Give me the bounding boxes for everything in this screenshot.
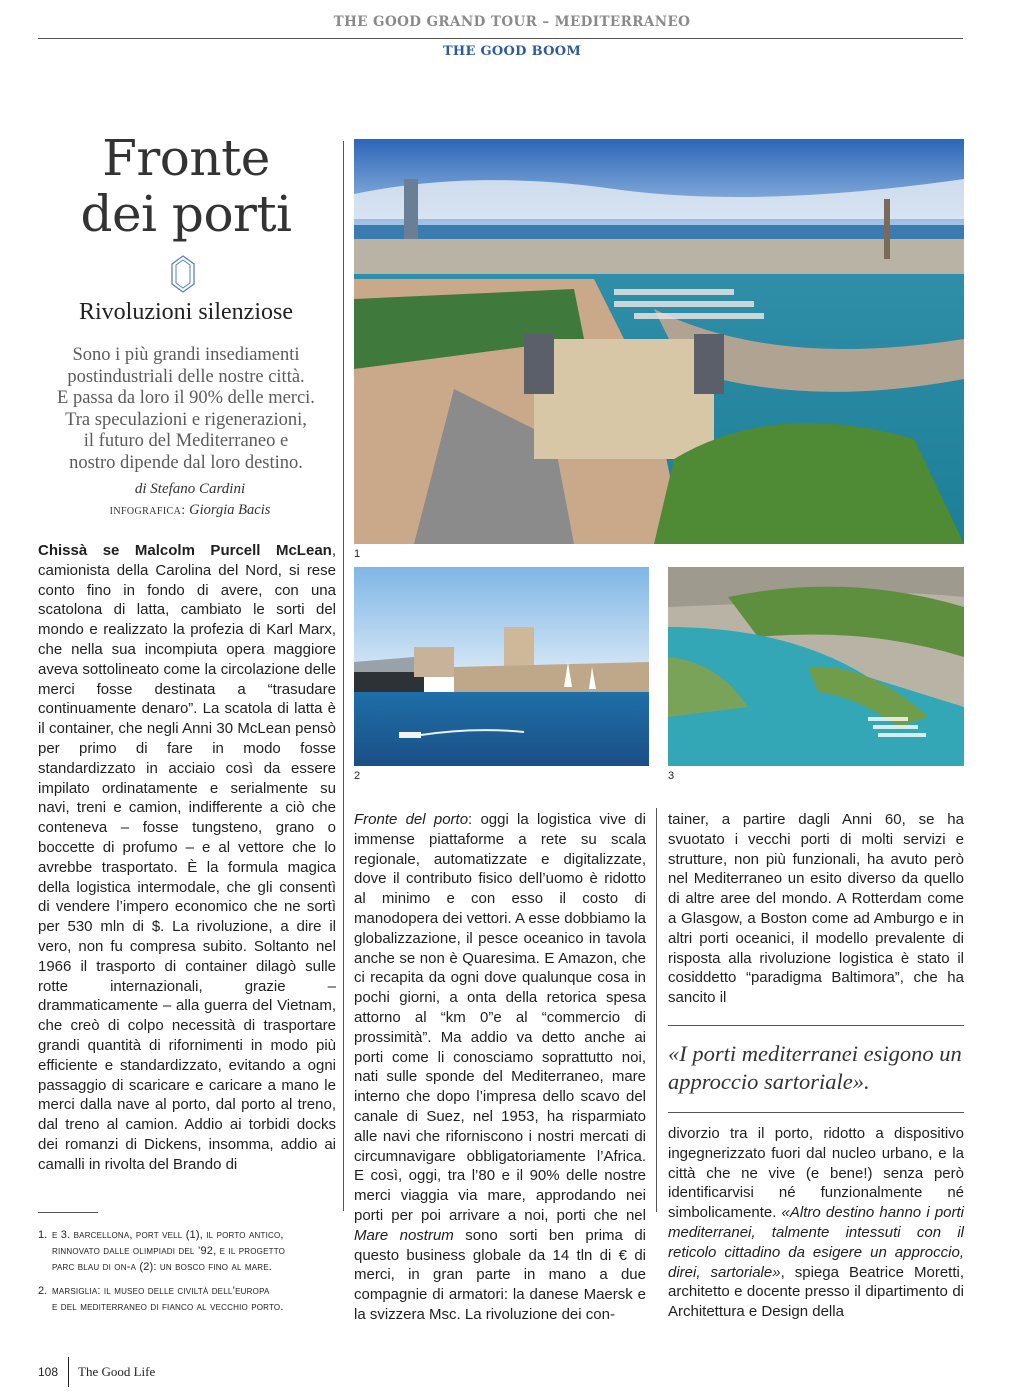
footnote-text: rinnovato dalle olimpiadi del ’92, e il progetto bbox=[52, 1245, 286, 1257]
intro-line: il futuro del Mediterraneo e bbox=[83, 431, 289, 451]
latin-phrase: Mare nostrum bbox=[354, 1226, 454, 1244]
footnote-2 bbox=[38, 1283, 338, 1315]
page-number: 108 bbox=[38, 1365, 59, 1379]
hexagon-ornament-icon bbox=[170, 254, 196, 294]
body-text: sono sorti ben prima di questo business globale da 14 tln di € di merci, in gran parte in mano a due compagnie di armatori: la danese Maersk e la svizzera Msc. La rivoluzione dei con- bbox=[354, 1226, 646, 1323]
photo-caption-number: 3 bbox=[668, 770, 675, 782]
photo-parc-blau-render bbox=[668, 567, 964, 766]
column-divider bbox=[656, 808, 657, 1212]
infographic-credit bbox=[40, 502, 340, 519]
subsection-header: THE GOOD BOOM bbox=[442, 44, 582, 59]
body-text: divorzio tra il porto, ridotto a dispositivo ingegnerizzato fuori dal nucleo urbano, e la città che ne vive (e bene!) senza però identificarvisi né funzionalmente né simbolicamente. bbox=[668, 1125, 964, 1222]
intro-line: nostro dipende dal loro destino. bbox=[69, 452, 303, 473]
pullquote-rule-top bbox=[668, 1025, 964, 1026]
pullquote: «I porti mediterranei esigono un approccio sartoriale». bbox=[668, 1041, 962, 1094]
photo-caption-number: 1 bbox=[354, 548, 361, 560]
pullquote-rule-bottom bbox=[668, 1112, 964, 1113]
folio-divider bbox=[68, 1357, 69, 1387]
footnote-number: 1. bbox=[38, 1229, 48, 1241]
photo-barcelona-port-vell bbox=[354, 139, 964, 544]
quotation: «Altro destino hanno i porti mediterranei, talmente intessuti con il reticolo cittadino da esigere un approccio, direi, sartoriale» bbox=[668, 1204, 964, 1281]
header-rule bbox=[38, 38, 963, 39]
title-line-2: dei porti bbox=[80, 185, 292, 243]
footnote-text: e 3. barcellona, port vell (1), il porto antico, bbox=[52, 1229, 284, 1241]
article-subtitle: Rivoluzioni silenziose bbox=[79, 299, 293, 325]
intro-line: E passa da loro il 90% delle merci. bbox=[57, 388, 315, 408]
infographic-label: infografica: bbox=[109, 503, 186, 518]
film-title: Fronte del porto bbox=[354, 811, 469, 828]
body-column-1 bbox=[38, 541, 336, 1175]
footnote-text: e del mediterraneo di fianco al vecchio porto. bbox=[52, 1301, 284, 1313]
title-line-1: Fronte bbox=[102, 129, 270, 187]
magazine-name: The Good Life bbox=[78, 1364, 156, 1379]
photo-marseille-mucem bbox=[354, 567, 649, 766]
body-text: : oggi la logistica vive di immense piattaforme a rete su scala regionale, automatizzate e digitalizzate, dove il contributo fisico dell’uomo è ridotto al minimo e con esso il costo di manodopera dei vettori. A esse dobbiamo la globalizzazione, il pesce oceanico in tavola anche se non è Quaresima. E Amazon, che ci recapita da ogni dove qualunque cosa in pochi giorni, a onta della retorica spesa attorno al “km 0”e al “commercio di prossimità”. Ma addio va detto anche ai porti come li conosciamo soprattutto noi, nati sulle sponde del Mediterraneo, mare interno che dopo l’impresa dello scavo del canale di Suez, nel 1953, ha risparmiato alle navi che riforniscono i nostri mercati di circumnavigare obbligatoriamente l’Africa. E così, oggi, tra l’80 e il 90% delle nostre merci viaggia via mare, approdando nei porti per poi arrivare a noi, porti che nel bbox=[354, 811, 646, 1224]
photo-caption-number: 2 bbox=[354, 770, 361, 782]
author-byline: di Stefano Cardini bbox=[134, 481, 246, 497]
lead-in: Chissà se Malcolm Purcell McLean bbox=[38, 542, 332, 559]
body-text: , spiega Beatrice Moretti, architetto e docente presso il dipartimento di Architettura e Design della bbox=[668, 1263, 964, 1321]
body-column-3-bottom bbox=[668, 1124, 964, 1322]
footnote-rule bbox=[38, 1212, 98, 1213]
footnote-1 bbox=[38, 1227, 338, 1275]
footnote-number: 2. bbox=[38, 1285, 48, 1297]
intro-line: Tra speculazioni e rigenerazioni, bbox=[65, 409, 307, 430]
body-column-2 bbox=[354, 810, 646, 1325]
column-divider bbox=[343, 141, 344, 1211]
infographic-name: Giorgia Bacis bbox=[189, 502, 271, 518]
article-title bbox=[40, 130, 332, 242]
intro-line: Sono i più grandi insediamenti bbox=[72, 345, 300, 365]
intro-line: postindustriali delle nostre città. bbox=[67, 366, 305, 387]
article-intro bbox=[44, 345, 328, 474]
body-text: , camionista della Carolina del Nord, si rese conto fino in fondo di avere, con una scatolona di latta, cambiato le sorti del mondo e realizzato la profezia di Karl Marx, che nella sua incompiuta opera maggiore aveva sottolineato come la circolazione delle merci fosse destinata a “trasudare continuamente denaro”. La scatola di latta è il container, che negli Anni 30 McLean pensò per primo di fare in modo fosse standardizzato in acciaio così da essere impilato ordinatamente e serialmente su navi, treni e camion, indifferente a ciò che conteneva – fosse tungsteno, grano o boccette di profumo – e al vettore che lo avrebbe trasportato. È la formula magica della logistica intermodale, che gli consentì di vendere l’impero economico che ne sortì per 530 mln di $. La rivoluzione, a dire il vero, non fu compresa subito. Soltanto nel 1966 il trasporto di container dilagò sulle rotte internazionali, grazie – drammaticamente – alla guerra del Vietnam, che creò di colpo necessità di trasportare grandi quantità di rifornimenti in modo più efficiente e standardizzato, evitando a ogni passaggio di scaricare e caricare a mano le merci dalla nave al porto, dal porto al treno, dal treno al camion. Addio ai torbidi docks dei romanzi di Dickens, insomma, addio ai camalli in rivolta del Brando di bbox=[38, 542, 336, 1173]
section-header: THE GOOD GRAND TOUR – MEDITERRANEO bbox=[333, 14, 691, 30]
body-column-3-top: tainer, a partire dagli Anni 60, se ha svuotato i vecchi porti di molti servizi e strutture, non più funzionali, ha avuto però nel Mediterraneo un esito diverso da quello di altre aree del mondo. A Rotterdam come a Glasgow, a Boston come ad Amburgo e in altri porti oceanici, il modello prevalente di risposta alla rivoluzione logistica è stato il cosiddetto “paradigma Baltimora”, che ha sancito il bbox=[668, 811, 964, 1007]
footnote-text: marsiglia: il museo delle civiltà dell’europa bbox=[52, 1285, 270, 1297]
footnote-text: parc blau di on-a (2): un bosco fino al mare. bbox=[52, 1261, 273, 1273]
